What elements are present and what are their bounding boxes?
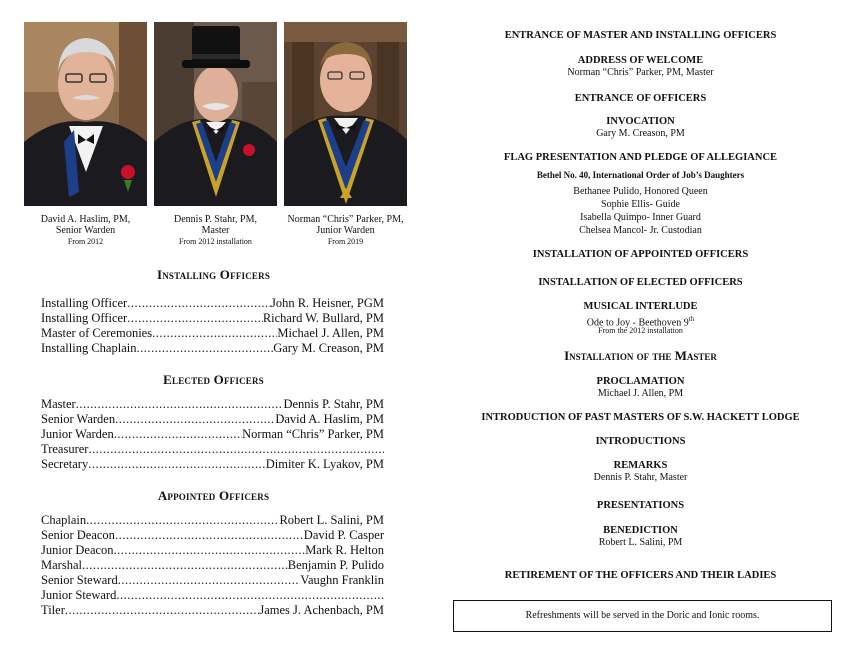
portrait-senior-warden bbox=[24, 22, 147, 206]
appointed-officers-heading: Appointed Officers bbox=[157, 488, 270, 503]
program-detail: Isabella Quimpo- Inner Guard bbox=[580, 212, 701, 223]
program-detail: Michael J. Allen, PM bbox=[597, 388, 684, 399]
program-detail: Dennis P. Stahr, Master bbox=[593, 472, 688, 483]
program-item: PRESENTATIONS bbox=[596, 500, 685, 511]
caption-title: Junior Warden bbox=[316, 225, 375, 236]
portrait-row bbox=[24, 22, 408, 206]
caption-title: Senior Warden bbox=[55, 225, 116, 236]
program-item: MUSICAL INTERLUDE bbox=[583, 301, 698, 312]
program-panel bbox=[427, 0, 854, 657]
officer-row: Tiler ..... James J. Achenbach, PM bbox=[41, 603, 384, 618]
officer-row: Master of Ceremonies ..... Michael J. Allen, PM bbox=[41, 326, 384, 341]
officer-row: Marshal ..... Benjamin P. Pulido bbox=[41, 558, 384, 573]
program-detail: Sophie Ellis- Guide bbox=[601, 199, 680, 210]
program-detail: Gary M. Creason, PM bbox=[596, 128, 685, 139]
caption-note: From 2012 installation bbox=[179, 237, 252, 246]
officer-row: Master ..... Dennis P. Stahr, PM bbox=[41, 397, 384, 412]
program-item: ADDRESS OF WELCOME bbox=[577, 55, 704, 66]
elected-officers-list bbox=[41, 397, 384, 472]
officer-row: Installing Chaplain ..... Gary M. Creason, PM bbox=[41, 341, 384, 356]
caption-name: David A. Haslim, PM, bbox=[40, 214, 131, 225]
portrait-junior-warden bbox=[284, 22, 407, 206]
caption-name: Dennis P. Stahr, PM, bbox=[174, 214, 257, 225]
officer-row: Junior Steward ..... bbox=[41, 588, 384, 603]
refreshments-notice: Refreshments will be served in the Doric and Ionic rooms. bbox=[453, 600, 832, 632]
program-item: ENTRANCE OF MASTER AND INSTALLING OFFICERS bbox=[504, 30, 777, 41]
officer-row: Chaplain ..... Robert L. Salini, PM bbox=[41, 513, 384, 528]
caption-master bbox=[154, 214, 277, 247]
program-heading: Installation of the Master bbox=[564, 348, 717, 363]
caption-junior-warden bbox=[284, 214, 407, 247]
program-item: INSTALLATION OF APPOINTED OFFICERS bbox=[532, 249, 749, 260]
caption-senior-warden bbox=[24, 214, 147, 247]
program-detail: Ode to Joy - Beethoven 9th bbox=[586, 315, 695, 329]
program-item: INSTALLATION OF ELECTED OFFICERS bbox=[538, 277, 743, 288]
program-item: ENTRANCE OF OFFICERS bbox=[574, 93, 707, 104]
program-detail: Norman “Chris” Parker, PM, Master bbox=[567, 67, 714, 78]
program-detail: Robert L. Salini, PM bbox=[598, 537, 683, 548]
installing-officers-list bbox=[41, 296, 384, 356]
portrait-master bbox=[154, 22, 277, 206]
officer-row: Senior Deacon ..... David P. Casper bbox=[41, 528, 384, 543]
program-detail: From the 2012 installation bbox=[598, 326, 683, 335]
program-item: INTRODUCTIONS bbox=[595, 436, 686, 447]
program-item: PROCLAMATION bbox=[596, 376, 685, 387]
officer-row: Junior Deacon ..... Mark R. Helton bbox=[41, 543, 384, 558]
program-detail: Chelsea Mancol- Jr. Custodian bbox=[579, 225, 702, 236]
officer-row: Senior Steward ..... Vaughn Franklin bbox=[41, 573, 384, 588]
elected-officers-heading: Elected Officers bbox=[163, 372, 264, 387]
appointed-officers-list bbox=[41, 513, 384, 618]
caption-note: From 2019 bbox=[327, 237, 364, 246]
officer-row: Senior Warden ..... David A. Haslim, PM bbox=[41, 412, 384, 427]
officer-row: Installing Officer ..... John R. Heisner, PGM bbox=[41, 296, 384, 311]
program-item: INVOCATION bbox=[606, 116, 675, 127]
officer-row: Junior Warden ..... Norman “Chris” Parker, PM bbox=[41, 427, 384, 442]
officer-row: Installing Officer ..... Richard W. Bullard, PM bbox=[41, 311, 384, 326]
program-detail: Bethel No. 40, International Order of Job’s Daughters bbox=[536, 170, 745, 180]
program-item: RETIREMENT OF THE OFFICERS AND THEIR LADIES bbox=[504, 570, 777, 581]
installing-officers-heading: Installing Officers bbox=[156, 267, 271, 282]
caption-title: Master bbox=[201, 225, 230, 236]
program-item: FLAG PRESENTATION AND PLEDGE OF ALLEGIANCE bbox=[503, 152, 778, 163]
program-detail: Bethanee Pulido, Honored Queen bbox=[573, 186, 708, 197]
caption-name: Norman “Chris” Parker, PM, bbox=[287, 214, 404, 225]
officer-row: Treasurer ..... bbox=[41, 442, 384, 457]
officer-row: Secretary ..... Dimiter K. Lyakov, PM bbox=[41, 457, 384, 472]
program-item: BENEDICTION bbox=[603, 525, 678, 536]
caption-note: From 2012 bbox=[67, 237, 104, 246]
program-item: REMARKS bbox=[613, 460, 668, 471]
program-item: INTRODUCTION OF PAST MASTERS OF S.W. HACKETT LODGE bbox=[481, 412, 800, 423]
